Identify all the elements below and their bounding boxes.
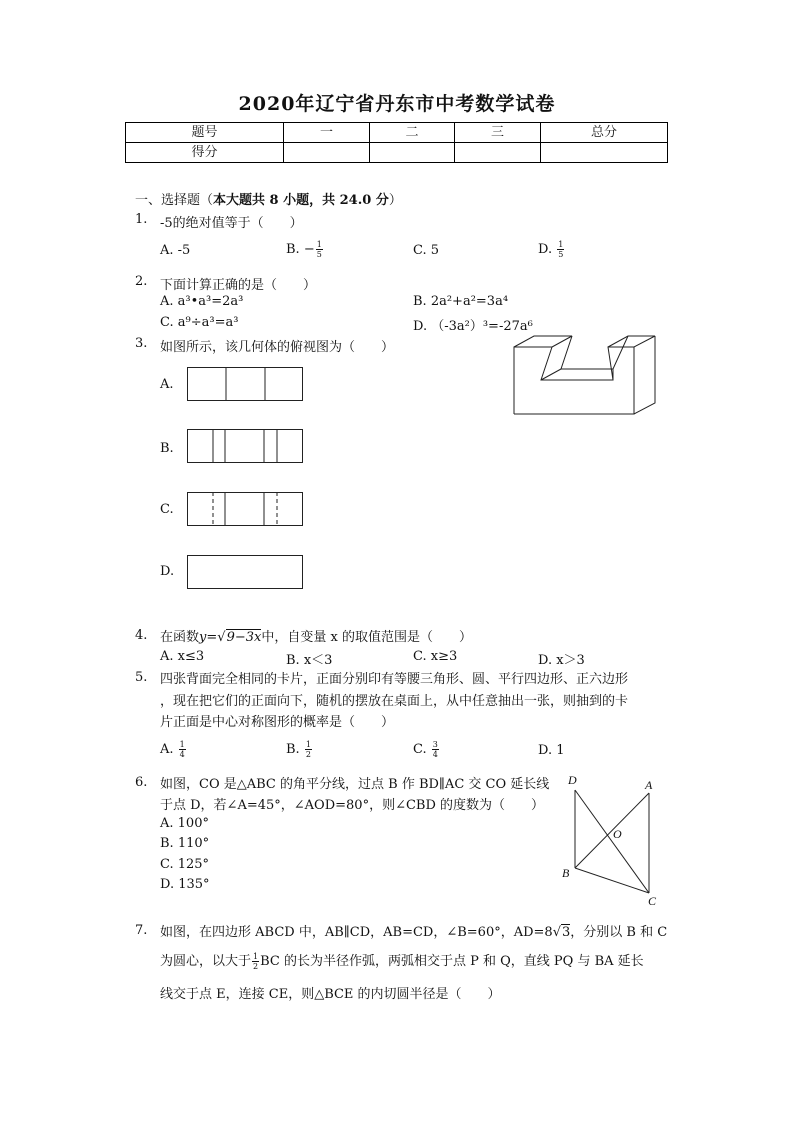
option-a: A. (160, 377, 174, 392)
option-c-figure (187, 492, 305, 528)
question-text: 在函数y=√9−3x中，自变量 x 的取值范围是（ ） (160, 630, 472, 645)
option-c: C. (160, 502, 174, 517)
option-b: B. (160, 441, 174, 456)
right-face (634, 336, 655, 414)
table-row (126, 123, 668, 143)
table-cell (284, 143, 370, 163)
table-cell: 三 (455, 123, 541, 143)
question-text: 线交于点 E，连接 CE，则△BCE 的内切圆半径是（ ） (160, 987, 501, 1002)
question-number: 4. (135, 628, 148, 643)
table-cell (455, 143, 541, 163)
table-cell: 总分 (541, 123, 668, 143)
table-cell: 一 (284, 123, 370, 143)
label-b: B (562, 866, 570, 880)
top-right (608, 336, 655, 347)
question-number: 3. (135, 336, 148, 351)
option-c: C. 125° (160, 857, 210, 872)
option-c: C. $\frac{3}{4}$ (413, 740, 438, 759)
option-c: C. x≥3 (413, 649, 458, 664)
question-number: 1. (135, 212, 148, 227)
section-heading: 一、选择题（本大题共 8 小题，共 24.0 分） (135, 193, 402, 208)
label-o: O (613, 827, 622, 841)
score-table (125, 122, 668, 163)
question-number: 7. (135, 923, 148, 938)
option-b: B. − $\frac{1}{5}$ (286, 240, 322, 259)
option-b-figure (187, 429, 305, 465)
option-d: D. (160, 564, 175, 579)
table-row (126, 143, 668, 163)
question-text: 如图，在四边形 ABCD 中，AB∥CD，AB=CD，∠B=60°，AD=8√3，分别以 B 和 C (160, 925, 668, 940)
solid-figure (510, 334, 660, 418)
label-a: A (645, 778, 653, 792)
option-d: D. 1 (538, 743, 565, 758)
option-c: C. a⁹÷a³=a³ (160, 315, 239, 330)
question-text: -5的绝对值等于（ ） (160, 216, 303, 231)
question-text: 为圆心，以大于 $\frac{1}{2}$ BC 的长为半径作弧，两弧相交于点 P 和 Q，直线 PQ 与 BA 延长 (160, 952, 644, 971)
option-d: D. 135° (160, 877, 210, 892)
question-text: 如图，CO 是△ABC 的角平分线，过点 B 作 BD∥AC 交 CO 延长线 (160, 777, 550, 792)
question-text: 四张背面完全相同的卡片，正面分别印有等腰三角形、圆、平行四边形、正六边形 (160, 672, 629, 687)
option-b: B. x＜3 (286, 653, 333, 668)
option-a: A. x≤3 (160, 649, 205, 664)
notch-back (561, 336, 628, 369)
table-cell (541, 143, 668, 163)
option-a: A. -5 (160, 243, 191, 258)
option-d: D. x＞3 (538, 653, 585, 668)
option-d-figure (187, 555, 305, 591)
option-d: D. （-3a²）³=-27a⁶ (413, 319, 533, 334)
top-left (514, 336, 572, 347)
question-text: ，现在把它们的正面向下，随机的摆放在桌面上，从中任意抽出一张，则抽到的卡 (160, 694, 629, 709)
table-cell: 二 (370, 123, 455, 143)
option-b: B. 110° (160, 836, 210, 851)
option-d: D. $\frac{1}{5}$ (538, 240, 564, 259)
option-a: A. a³•a³=2a³ (160, 294, 244, 309)
table-cell (370, 143, 455, 163)
table-cell: 得分 (126, 143, 284, 163)
question-number: 2. (135, 274, 148, 289)
triangle-figure (560, 770, 665, 910)
option-b: B. 2a²+a²=3a⁴ (413, 294, 509, 309)
question-text: 于点 D，若∠A=45°，∠AOD=80°，则∠CBD 的度数为（ ） (160, 798, 545, 813)
option-a: A. 100° (160, 816, 209, 831)
option-a: A. $\frac{1}{4}$ (160, 740, 185, 759)
page-title: 2020年辽宁省丹东市中考数学试卷 (238, 93, 556, 115)
front-face (514, 347, 634, 414)
question-text: 下面计算正确的是（ ） (160, 278, 317, 293)
option-b: B. $\frac{1}{2}$ (286, 740, 311, 759)
question-text: 如图所示，该几何体的俯视图为（ ） (160, 340, 395, 355)
table-cell: 题号 (126, 123, 284, 143)
option-c: C. 5 (413, 243, 440, 258)
question-number: 5. (135, 670, 148, 685)
label-d: D (568, 773, 577, 787)
label-c: C (648, 894, 657, 908)
option-a-figure (187, 367, 305, 403)
question-number: 6. (135, 775, 148, 790)
question-text: 片正面是中心对称图形的概率是（ ） (160, 715, 395, 730)
